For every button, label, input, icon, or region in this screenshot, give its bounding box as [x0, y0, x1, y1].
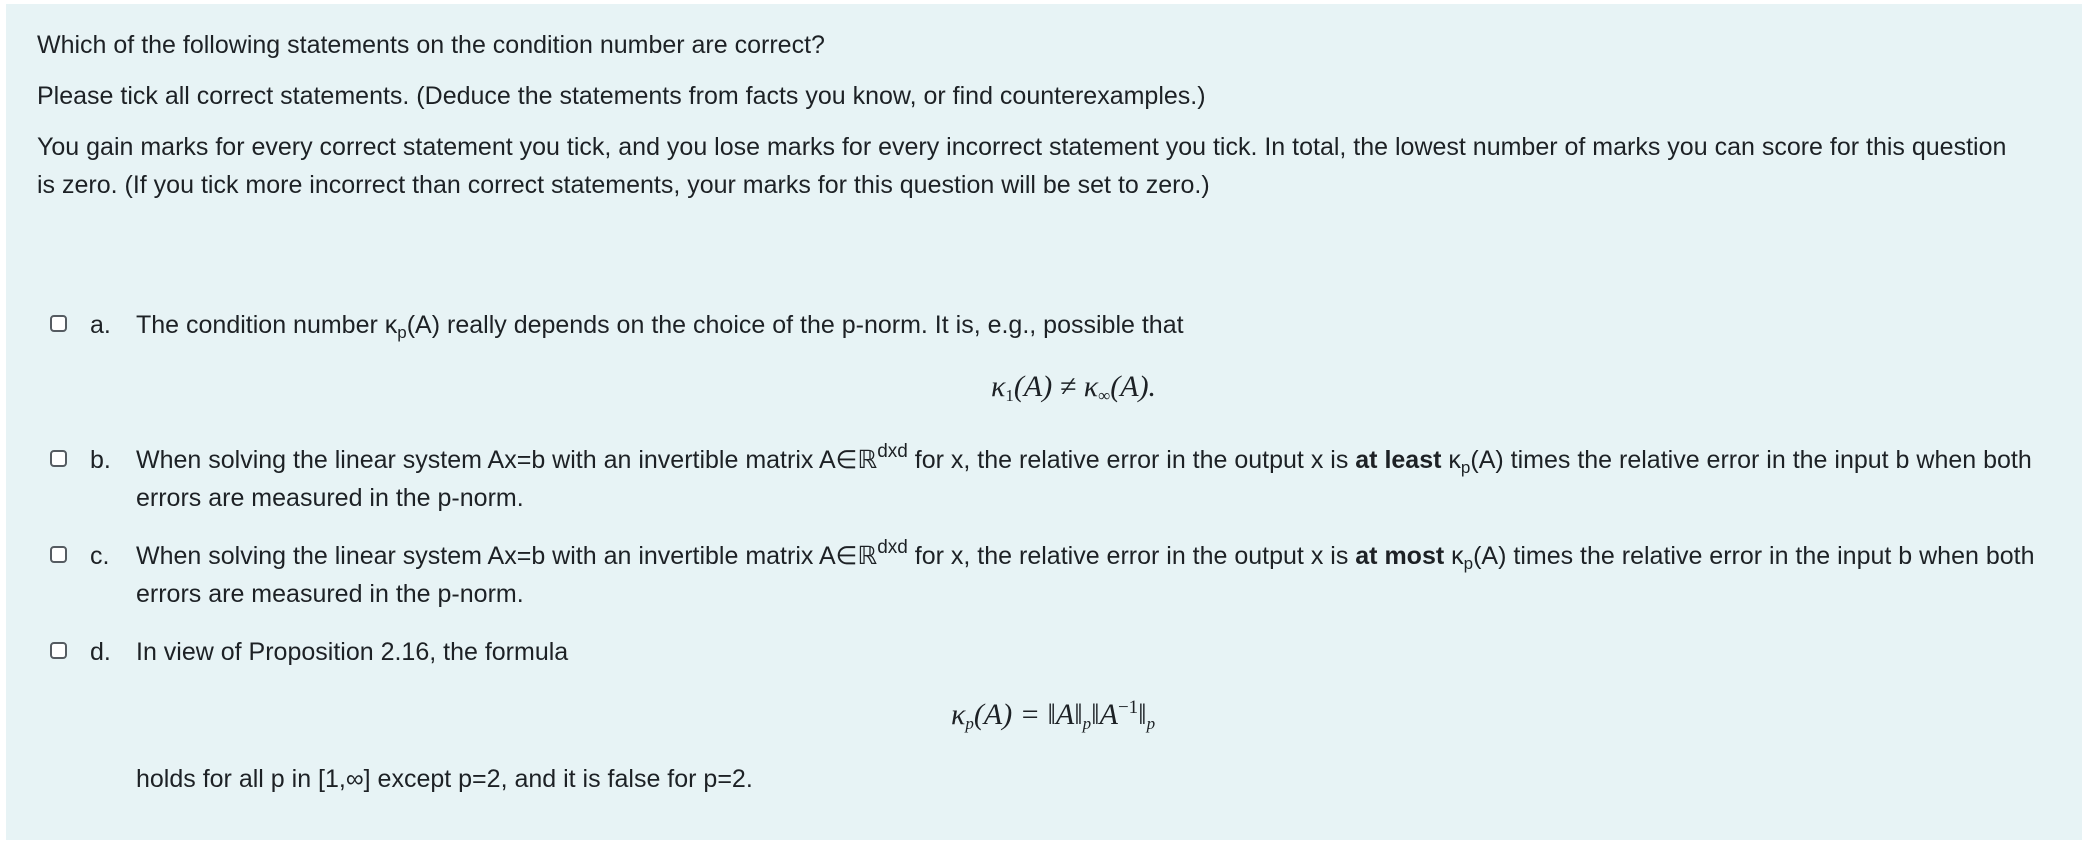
formula-kappa-inf: $\kappa_\infty$ — [1083, 370, 1111, 405]
option-b-text — [136, 441, 2036, 517]
option-b-text-part: When solving the linear system Ax=b with an invertible matrix A∈ℝ — [136, 446, 878, 474]
option-d-checkbox[interactable] — [50, 642, 67, 659]
option-b-text-part: κ — [1441, 446, 1461, 474]
option-c-letter: c. — [90, 542, 110, 570]
option-d-letter: d. — [90, 638, 111, 666]
question-panel — [6, 4, 2082, 840]
option-b-emphasis: at least — [1355, 446, 1442, 474]
option-c-text — [136, 537, 2036, 613]
option-a-text — [136, 306, 2036, 344]
option-d-formula: $\kappa_p(A)$ = $‖A‖_p‖A^{-1}‖_p$ — [951, 697, 1156, 733]
option-b-superscript: dxd — [877, 441, 908, 462]
option-a-formula: $\kappa_1(A) \ne \kappa_\infty(A)$. — [991, 370, 1157, 405]
option-a-text-part: The condition number κ — [136, 311, 398, 339]
option-b-text-part: for x, the relative error in the output x is — [907, 446, 1356, 474]
question-instruction: Please tick all correct statements. (Deduce the statements from facts you know, or find counterexamples.) — [37, 82, 1206, 110]
option-b-subscript: p — [1460, 458, 1471, 477]
option-c-subscript: p — [1463, 554, 1474, 573]
option-c-text-part: for x, the relative error in the output x is — [907, 542, 1356, 570]
option-c-superscript: dxd — [877, 537, 908, 558]
option-c-checkbox[interactable] — [50, 546, 67, 563]
question-marking: You gain marks for every correct statement you tick, and you lose marks for every incorrect statement you tick. In total, the lowest number of marks you can score for this question is zero. (If you tick more incorrect than correct statements, your marks for this question will be set to zero.) — [37, 133, 2007, 199]
option-c-text-part: (A) times the relative error in the input b when both errors are measured in the p-norm. — [136, 542, 2035, 608]
option-a-letter: a. — [90, 311, 111, 339]
option-d-intro: In view of Proposition 2.16, the formula — [136, 638, 569, 666]
option-a-checkbox[interactable] — [50, 315, 67, 332]
option-d-conclusion: holds for all p in [1,∞] except p=2, and it is false for p=2. — [136, 765, 753, 793]
option-c-text-part: κ — [1444, 542, 1464, 570]
option-b-text-part: (A) times the relative error in the input b when both errors are measured in the p-norm. — [136, 446, 2032, 512]
option-b-letter: b. — [90, 446, 111, 474]
option-c-text-part: When solving the linear system Ax=b with an invertible matrix A∈ℝ — [136, 542, 878, 570]
option-c-emphasis: at most — [1355, 542, 1445, 570]
question-text — [37, 26, 2027, 217]
option-a-text-part: (A) really depends on the choice of the p-norm. It is, e.g., possible that — [406, 311, 1184, 339]
option-b-checkbox[interactable] — [50, 450, 67, 467]
formula-kappa-1: $\kappa_1$ — [991, 370, 1014, 405]
option-a-subscript: p — [397, 323, 407, 342]
question-prompt: Which of the following statements on the condition number are correct? — [37, 31, 825, 59]
